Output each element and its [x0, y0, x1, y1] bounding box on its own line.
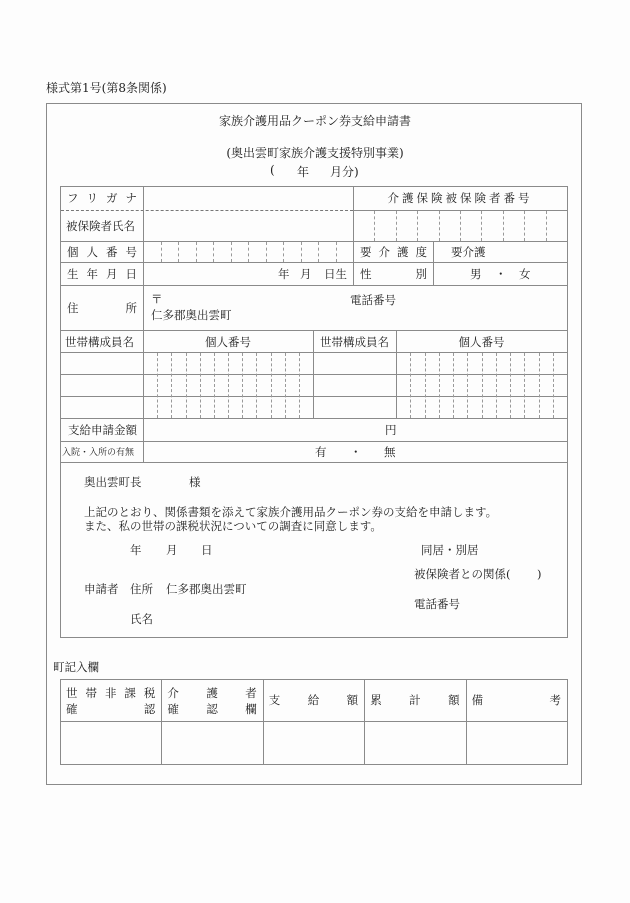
- sex-separator: ・: [495, 267, 507, 281]
- office-header-char: 額: [346, 693, 359, 707]
- office-header-char: 額: [448, 693, 460, 707]
- office-header-char: 帯: [85, 686, 97, 700]
- office-header-char: 介: [167, 686, 179, 700]
- admission-label: 入院・入所の有無: [62, 448, 135, 458]
- household-member-name-input[interactable]: [316, 399, 394, 416]
- row-divider: [60, 396, 568, 397]
- birthdate-year: 年: [278, 267, 290, 281]
- amount-label: 支給申請金額: [68, 423, 137, 437]
- table-border-right: [567, 186, 568, 638]
- applicant-address-value: 仁多郡奥出雲町: [166, 582, 247, 596]
- office-table-column-divider: [466, 679, 467, 765]
- date-year: 年: [130, 543, 142, 557]
- office-column-header: [370, 692, 459, 708]
- office-header-char: 計: [409, 693, 421, 707]
- cohabitation-options[interactable]: 同居・別居: [421, 543, 479, 557]
- office-table-column-divider: [364, 679, 365, 765]
- insured-name-input[interactable]: [147, 213, 349, 239]
- sex-male-option[interactable]: 男: [470, 267, 482, 281]
- care-level-label: 要​ 介​ 護​ 度: [360, 245, 427, 259]
- applicant-address-label: 住所: [130, 582, 153, 596]
- birthdate-label: 生​ 年​ 月​ 日: [67, 267, 137, 281]
- office-use-entry-cell[interactable]: [469, 724, 564, 762]
- amount-unit: 円: [385, 423, 397, 437]
- row-divider: [60, 262, 568, 263]
- household-personal-number-input[interactable]: [146, 399, 310, 416]
- office-column-header-line: [167, 701, 256, 717]
- office-header-char: 者: [245, 686, 257, 700]
- row-divider: [60, 418, 568, 419]
- office-column-header: [472, 692, 561, 708]
- household-member-name-input[interactable]: [62, 399, 141, 416]
- applicant-phone-input[interactable]: [470, 596, 560, 612]
- office-header-char: 欄: [245, 702, 257, 716]
- household-personal-number-input[interactable]: [399, 399, 563, 416]
- insurance-number-input[interactable]: [356, 213, 564, 239]
- office-table-column-divider: [263, 679, 264, 765]
- row-divider: [60, 462, 568, 463]
- sex-female-option[interactable]: 女: [519, 267, 531, 281]
- care-level-value: 要介護: [451, 245, 486, 259]
- birthdate-day: 日生: [324, 267, 347, 281]
- address-label: 住​ 所: [67, 301, 137, 315]
- form-subtitle: (奥出雲町家族介護支援特別事業): [226, 146, 404, 160]
- office-header-char: 累: [370, 693, 382, 707]
- amount-input[interactable]: [147, 420, 377, 439]
- furigana-input[interactable]: [147, 189, 349, 208]
- label-column-divider: [143, 186, 144, 463]
- office-column-header-line: [66, 701, 155, 717]
- relationship-label: 被保険者との関係(: [414, 567, 511, 581]
- table-border-left: [60, 186, 61, 638]
- household-divider: [313, 330, 314, 419]
- personal-number-input[interactable]: [147, 244, 349, 260]
- applicant-phone-label: 電話番号: [414, 597, 460, 611]
- household-member-label: 世帯構成員名: [65, 335, 134, 349]
- office-header-char: 護: [206, 686, 218, 700]
- admission-no-option[interactable]: 無: [384, 445, 396, 459]
- row-divider: [60, 330, 568, 331]
- declaration-line-2: また、私の世帯の課税状況についての調査に同意します。: [84, 519, 382, 533]
- office-header-char: 考: [549, 693, 561, 707]
- table-border-top: [60, 186, 568, 187]
- form-number: 様式第1号(第8条関係): [46, 81, 167, 95]
- household-member-name-input[interactable]: [62, 355, 141, 372]
- relationship-close: ): [537, 567, 542, 581]
- office-column-header-line: [167, 685, 256, 701]
- office-table-header-divider: [60, 721, 568, 722]
- household-personal-number-label: 個人番号: [205, 335, 251, 349]
- household-member-label: 世帯構成員名: [320, 335, 389, 349]
- household-member-name-input[interactable]: [316, 377, 394, 394]
- phone-label: 電話番号: [350, 293, 396, 307]
- office-use-entry-cell[interactable]: [266, 724, 361, 762]
- office-column-header-line: [269, 692, 358, 708]
- office-table-column-divider: [161, 679, 162, 765]
- office-table-bottom: [60, 764, 568, 765]
- office-header-char: 認: [206, 702, 218, 716]
- addressee: 奥出雲町長: [84, 475, 142, 489]
- office-column-header-line: [370, 692, 459, 708]
- insured-name-label: 被保険者氏名: [66, 219, 135, 233]
- period-year: 年: [297, 165, 310, 179]
- office-header-char: 非: [104, 686, 117, 700]
- office-header-char: 世: [66, 686, 78, 700]
- office-use-label: 町記入欄: [53, 660, 99, 674]
- sex-label: 性​ 別: [360, 267, 427, 281]
- household-member-name-input[interactable]: [62, 377, 141, 394]
- postal-mark: 〒: [151, 292, 163, 306]
- office-use-entry-cell[interactable]: [367, 724, 462, 762]
- form-title: 家族介護用品クーポン券支給申請書: [218, 114, 411, 128]
- furigana-label: フ​ リ​ ガ​ ナ: [67, 191, 137, 205]
- office-column-header: [167, 685, 256, 717]
- declaration-line-1: 上記のとおり、関係書類を添えて家族介護用品クーポン券の支給を申請します。: [84, 505, 498, 519]
- date-day: 日: [201, 543, 213, 557]
- household-personal-number-label: 個人番号: [458, 335, 505, 349]
- household-member-name-input[interactable]: [316, 355, 394, 372]
- honorific: 様: [189, 475, 201, 489]
- period-month: 月分): [330, 165, 359, 179]
- furigana-divider: [61, 210, 353, 211]
- applicant-name-input[interactable]: [160, 610, 360, 626]
- office-table-column-divider: [60, 679, 61, 765]
- applicant-label: 申請者: [84, 582, 119, 596]
- row-divider: [60, 241, 568, 242]
- birthdate-month: 月: [300, 267, 312, 281]
- personal-number-label: 個​ 人​ 番​ 号: [67, 245, 137, 259]
- period-open: (: [270, 163, 275, 177]
- office-header-char: 確: [167, 702, 179, 716]
- office-table-column-divider: [567, 679, 568, 765]
- office-use-entry-cell[interactable]: [164, 724, 259, 762]
- care-level-divider: [433, 241, 434, 286]
- office-column-header-line: [472, 692, 561, 708]
- office-header-char: 給: [307, 693, 320, 707]
- office-header-char: 支: [268, 693, 281, 707]
- office-column-header: [66, 685, 155, 717]
- relationship-input[interactable]: [513, 566, 533, 582]
- admission-yes-option[interactable]: 有: [315, 445, 327, 459]
- row-divider: [60, 441, 568, 442]
- household-personal-number-input[interactable]: [146, 377, 310, 394]
- household-personal-number-input[interactable]: [399, 355, 563, 372]
- insurance-number-label: 介護保険被保険者番号: [387, 191, 533, 205]
- declaration-border-bottom: [60, 637, 568, 638]
- row-divider: [60, 285, 568, 286]
- office-column-header-line: [66, 685, 155, 701]
- office-header-char: 税: [143, 686, 156, 700]
- office-table-top: [60, 679, 568, 680]
- office-header-char: 確: [66, 702, 78, 716]
- office-column-header: [269, 692, 358, 708]
- row-divider: [60, 374, 568, 375]
- admission-separator: ・: [350, 445, 362, 459]
- office-header-char: 課: [124, 686, 136, 700]
- period-line: [0, 163, 630, 179]
- address-value: 仁多郡奥出雲町: [151, 308, 232, 322]
- date-month: 月: [166, 543, 178, 557]
- office-use-entry-cell[interactable]: [63, 724, 158, 762]
- applicant-name-label: 氏名: [130, 612, 153, 626]
- household-personal-number-input[interactable]: [146, 355, 310, 372]
- household-personal-number-input[interactable]: [399, 377, 563, 394]
- office-header-char: 認: [143, 702, 156, 716]
- office-header-char: 備: [471, 693, 484, 707]
- row-divider: [60, 352, 568, 353]
